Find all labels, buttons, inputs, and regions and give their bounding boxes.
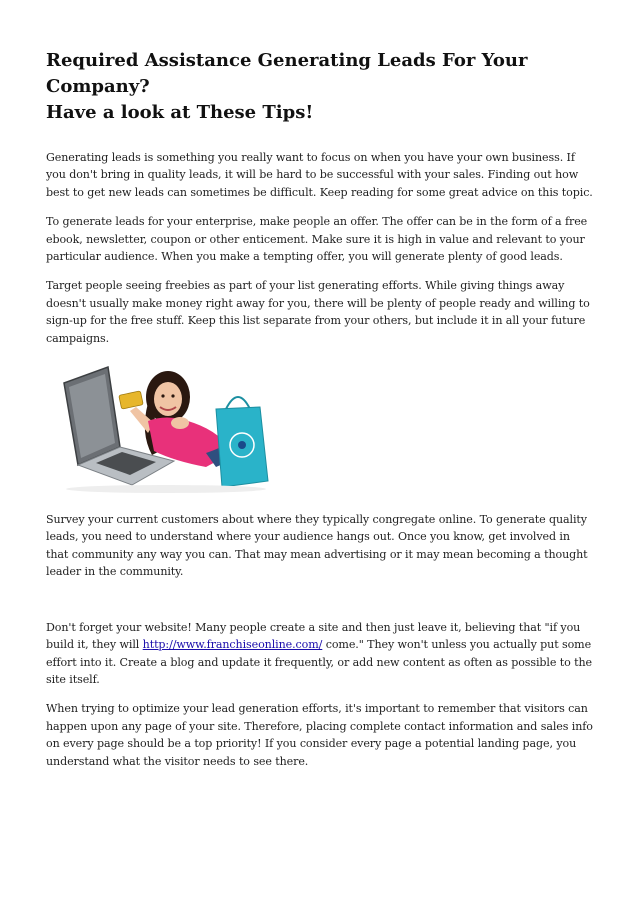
website-text-before: Don't forget your website! Many people create a site and then just leave it, believing that "if you build it, they will xyxy=(46,620,581,652)
credit-card xyxy=(119,391,143,409)
paragraph-optimize: When trying to optimize your lead generation efforts, it's important to remember that visitors can happen upon any page of your site. Therefore, placing complete contact information and sales info on every page should be a top priority! If you consider every page a potential landing page, you understand what the visitor needs to see there. xyxy=(46,702,593,768)
paragraph-offer: To generate leads for your enterprise, make people an offer. The offer can be in the form of a free ebook, newsletter, coupon or other enticement. Make sure it is high in value and relevant to your particular audience. When you make a tempting offer, you will generate plenty of good leads. xyxy=(46,215,588,264)
paragraph-freebies: Target people seeing freebies as part of your list generating efforts. While giving things away doesn't usually make money right away for you, there will be plenty of people ready and willing to sign-up for the free stuff. Keep this list separate from your others, but include it in all your future campaigns. xyxy=(46,279,590,345)
paragraph-website xyxy=(46,619,594,689)
title-line-1: Required Assistance Generating Leads For Your Company? xyxy=(46,50,528,97)
title-line-2: Have a look at These Tips! xyxy=(46,102,314,123)
illustration-svg xyxy=(56,363,286,495)
website-text-after: come." They won't unless you actually put some effort into it. Create a blog and update it frequently, or add new content as often as possible to the site itself. xyxy=(46,638,592,686)
paragraph-intro: Generating leads is something you really want to focus on when you have your own business. If you don't bring in quality leads, it will be hard to be successful with your sales. Finding out how best to get new leads can sometimes be difficult. Keep reading for some great advice on this topic. xyxy=(46,151,593,199)
paragraph-survey: Survey your current customers about where they typically congregate online. To generate quality leads, you need to understand where your audience hangs out. Once you know, get involved in that community any way you can. That may mean advertising or it may mean becoming a thought leader in the community. xyxy=(46,513,588,579)
franchise-online-link[interactable]: http://www.franchiseonline.com/ xyxy=(142,638,323,652)
document-page xyxy=(46,48,594,770)
illustration-woman-laptop-shopping-bag xyxy=(56,363,286,495)
document-title xyxy=(46,48,594,126)
